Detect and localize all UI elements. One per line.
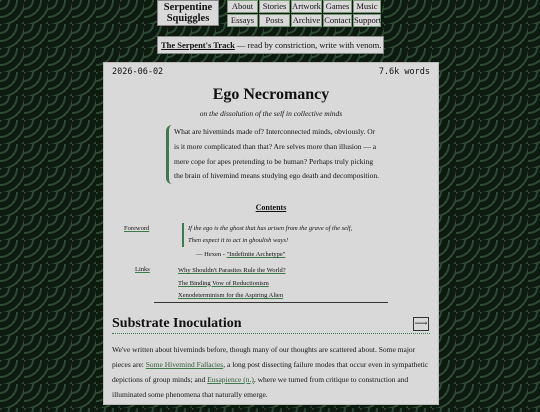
quote-attribution	[196, 251, 285, 258]
banner-tagline: — read by constriction, write with venom.	[234, 40, 382, 50]
page-title: Ego Necromancy	[212, 86, 330, 103]
article-word-count: 7.6k words	[378, 67, 430, 77]
main-nav	[227, 0, 382, 27]
nav-music[interactable]: Music	[353, 0, 381, 13]
quote-line-2: Then expect it to act in ghoulish ways!	[188, 237, 289, 244]
nav-support[interactable]: Support	[354, 15, 381, 25]
nav-posts[interactable]: Posts	[259, 14, 290, 27]
nav-artwork[interactable]: Artwork	[292, 1, 321, 11]
section-arrow-button[interactable]: ⟶	[413, 317, 429, 331]
hivemind-fallacies-link[interactable]: Some Hivemind Fallacies	[145, 360, 224, 369]
logo-line-2: Squiggles	[166, 13, 210, 24]
toc-foreword-link[interactable]: Foreword	[124, 225, 150, 232]
nav-about[interactable]: About	[227, 0, 258, 13]
related-links-list	[178, 265, 358, 303]
section-paragraph	[112, 342, 434, 402]
nav-stories[interactable]: Stories	[259, 0, 290, 13]
article-page	[103, 62, 439, 412]
banner-title-link[interactable]: The Serpent's Track	[161, 40, 235, 50]
paragraph-text-c: , where we turned from critique to construction and illuminated some phenomena that naturally emerge.	[112, 375, 409, 399]
nav-contact[interactable]: Contact	[324, 15, 351, 25]
quote-author: — Hexen -	[196, 251, 227, 258]
related-link[interactable]: Xenodeterminism for the Aspiring Alien	[178, 292, 284, 299]
quote-line-1: If the ego is the ghost that has arisen from the grave of the self,	[188, 225, 353, 232]
article-abstract: What are hiveminds made of? Interconnected minds, obviously. Or is it more complicated than that? Are selves more than illusion — a mere cope for apes pretending to be human? Perhaps truly picking the brain of hivemind means studying ego death and decomposition.	[166, 125, 380, 184]
nav-archive[interactable]: Archive	[292, 15, 321, 25]
nav-games[interactable]: Games	[323, 0, 352, 13]
toc-links-link[interactable]: Links	[135, 266, 150, 273]
section-heading: Substrate Inoculation	[112, 316, 242, 331]
section-heading-rule	[112, 333, 430, 334]
eusapience-link[interactable]: Eusapience (n.)	[207, 375, 254, 384]
article-meta	[112, 67, 430, 77]
related-link[interactable]: The Binding Vow of Reductionism	[178, 279, 269, 287]
paragraph-text-b: , a long post dissecting failure modes that occur even in sympathetic depictions of group minds; and	[112, 360, 429, 384]
quote-source-link[interactable]: "Indefinite Archetype"	[226, 251, 286, 258]
site-banner	[157, 36, 384, 54]
nav-essays[interactable]: Essays	[227, 14, 258, 27]
contents-heading: Contents	[255, 203, 287, 212]
paragraph-text-a: We've written about hiveminds before, though many of our thoughts are scattered about. Some major pieces are:	[112, 345, 416, 369]
logo-line-1: Serpentine	[163, 2, 213, 13]
site-logo[interactable]	[157, 0, 219, 26]
epigraph-quote	[182, 223, 376, 247]
faded-paragraph: The best movies wrote using touches in Iris brusque to ment examples to hearts of.	[112, 403, 361, 412]
section-divider	[154, 302, 388, 303]
article-date: 2026-06-02	[112, 67, 164, 77]
related-link[interactable]: Why Shouldn't Parasites Rule the World?	[178, 267, 286, 274]
page-subtitle: on the dissolution of the self in collective minds	[199, 109, 343, 118]
